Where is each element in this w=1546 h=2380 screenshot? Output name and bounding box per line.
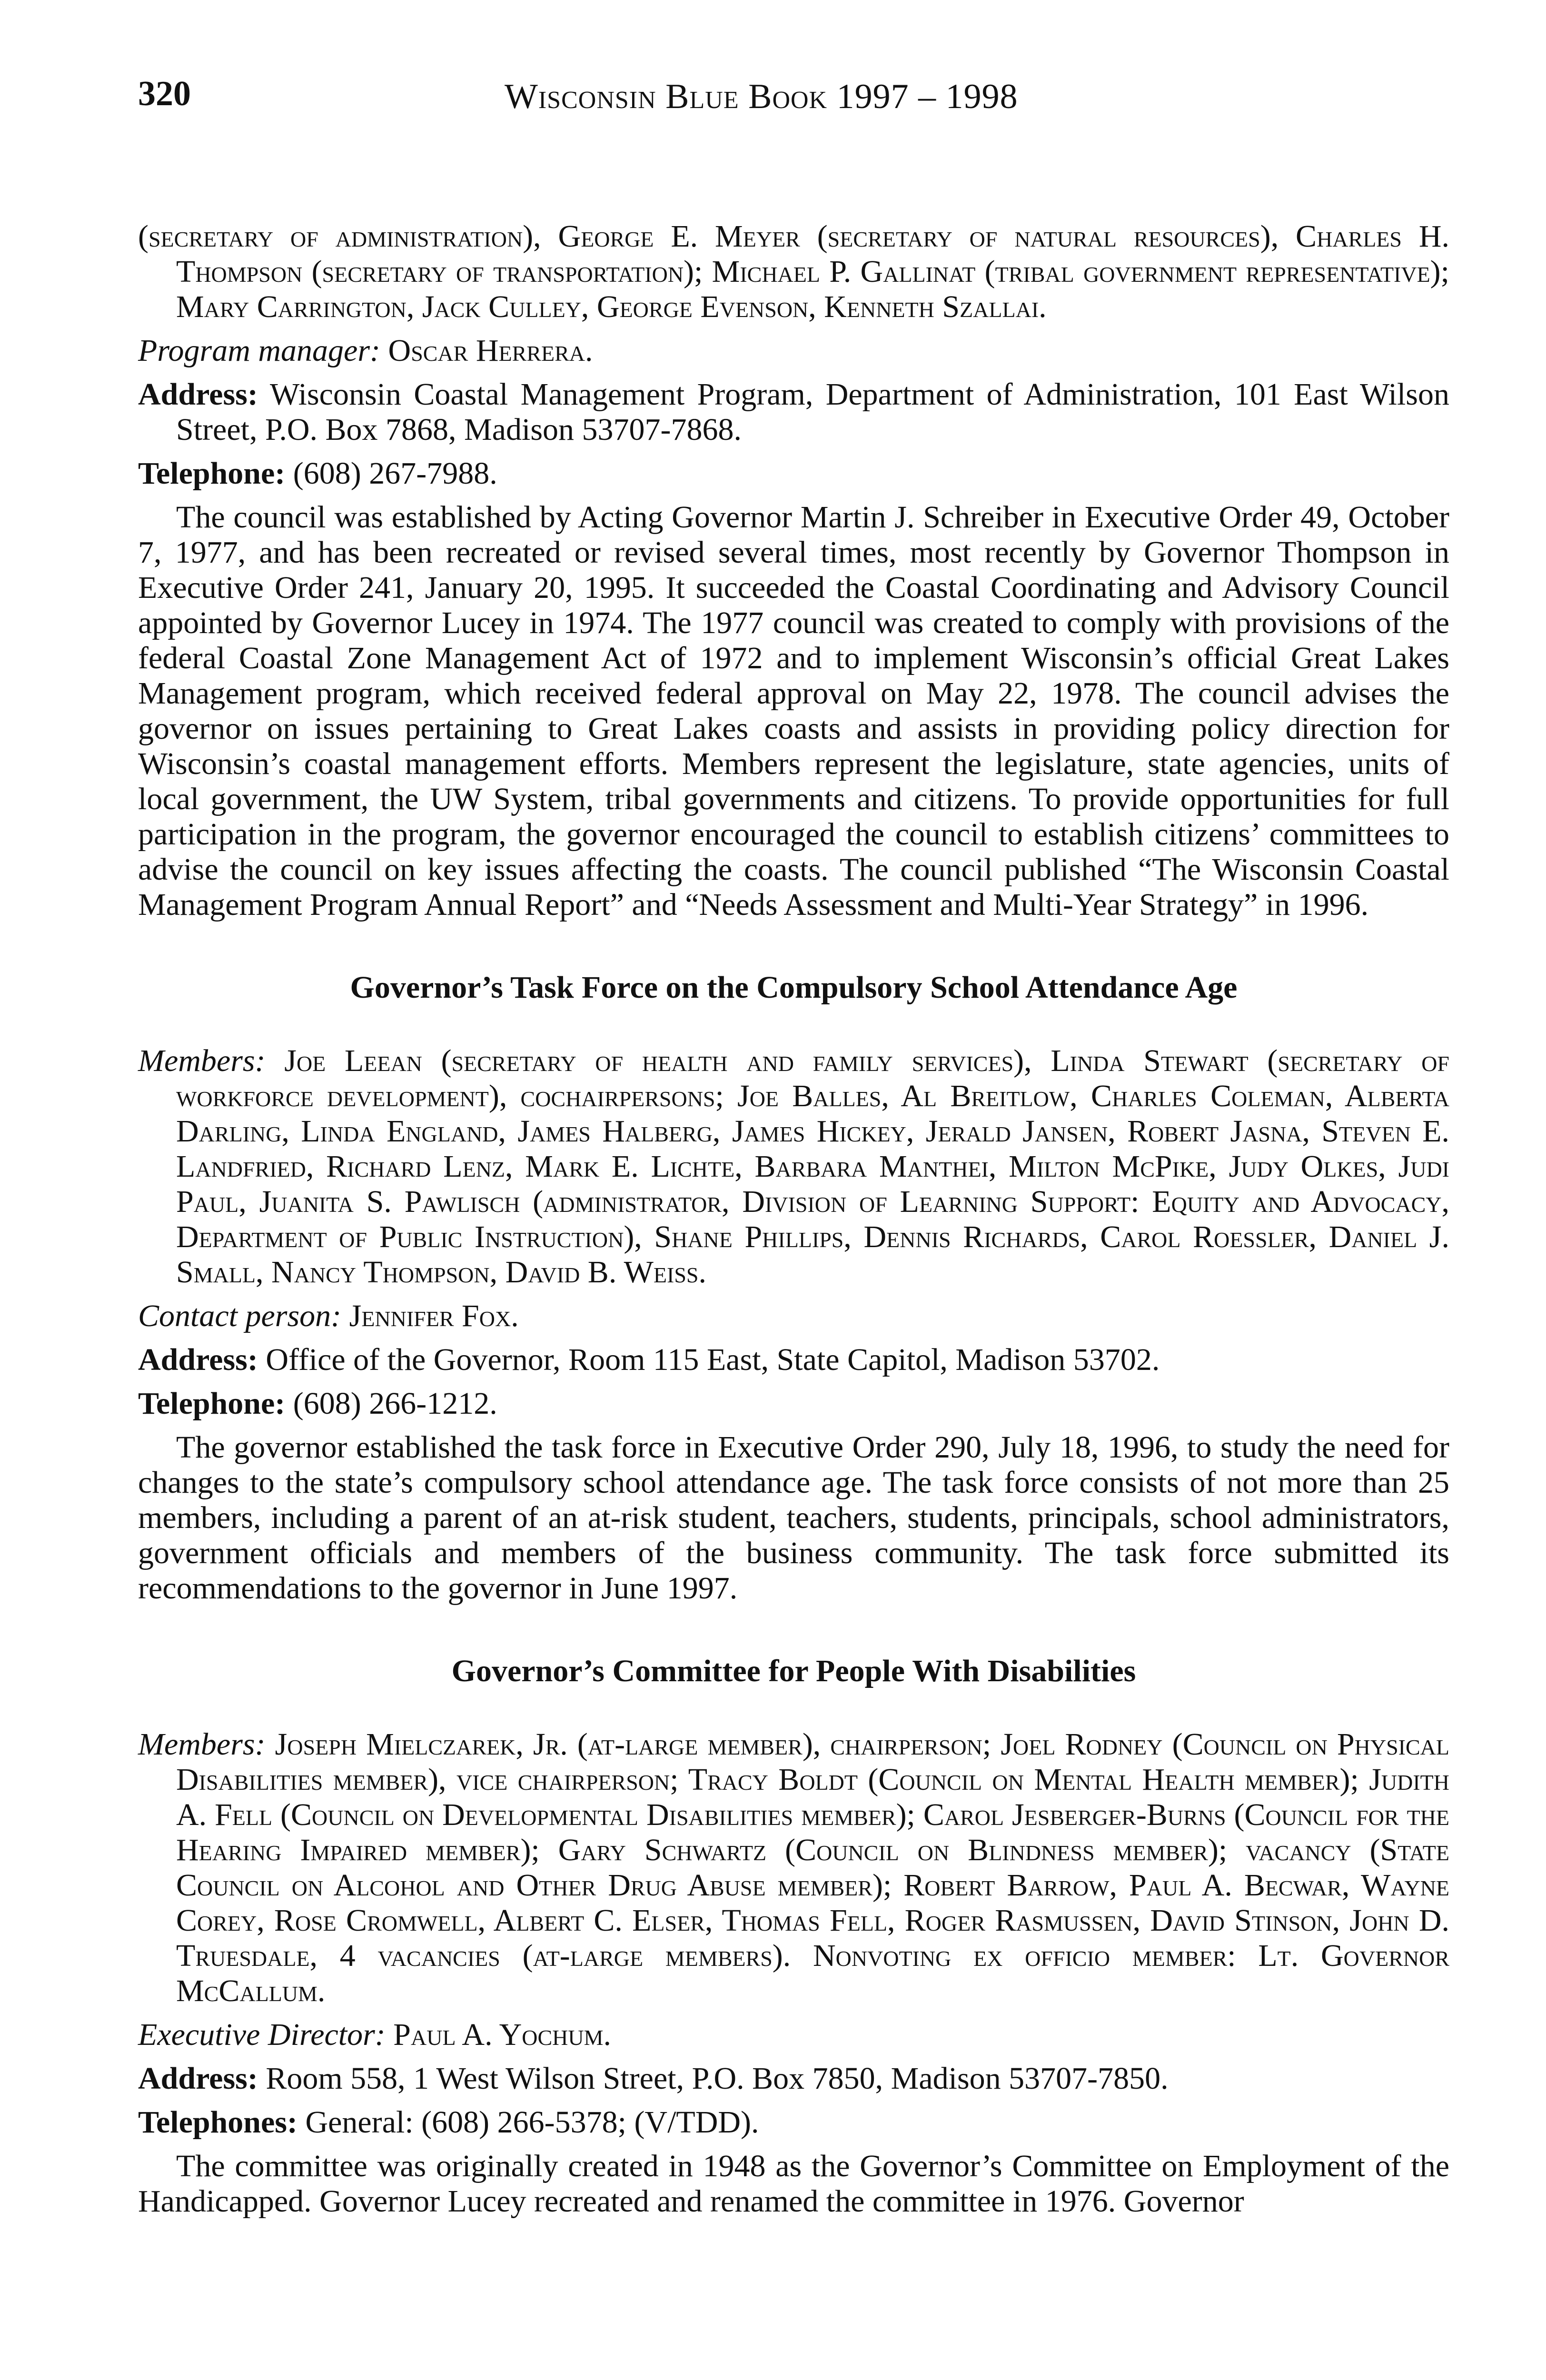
coastal-address: [138, 377, 1449, 447]
telephones-label: Telephones:: [138, 2105, 297, 2140]
page-number: 320: [138, 74, 191, 113]
task-force-contact: [138, 1299, 1449, 1334]
address-value: Wisconsin Coastal Management Program, Department of Administration, 101 East Wilson Street, P.O. Box 7868, Madison 53707-7868.: [176, 377, 1449, 447]
program-manager-label: Program manager:: [138, 333, 381, 368]
members-list: Joseph Mielczarek, Jr. (at-large member), chairperson; Joel Rodney (Council on Physical Disabilities member), vice chairperson; Tracy Boldt (Council on Mental Health member); Judith A. Fell (Council on Developmental Disabilities member); Carol Jesberger-Burns (Council for the Hearing Impaired member); Gary Schwartz (Council on Blindness member); vacancy (State Council on Alcohol and Other Drug Abuse member); Robert Barrow, Paul A. Becwar, Wayne Corey, Rose Cromwell, Albert C. Elser, Thomas Fell, Roger Rasmussen, David Stinson, John D. Truesdale, 4 vacancies (at-large members). Nonvoting ex officio member: Lt. Governor McCallum.: [176, 1727, 1450, 2008]
director-name: Paul A. Yochum.: [393, 2017, 612, 2052]
coastal-description: The council was established by Acting Governor Martin J. Schreiber in Executive Order 49, October 7, 1977, and has been recreated or revised several times, most recently by Governor Thompson in Executive Order 241, January 20, 1995. It succeeded the Coastal Coordinating and Advisory Council appointed by Governor Lucey in 1974. The 1977 council was created to comply with provisions of the federal Coastal Zone Management Act of 1972 and to implement Wisconsin’s official Great Lakes Management program, which received federal approval on May 22, 1978. The council advises the governor on issues pertaining to Great Lakes coasts and assists in providing policy direction for Wisconsin’s coastal management efforts. Members represent the legislature, state agencies, units of local government, the UW System, tribal governments and citizens. To provide opportunities for full participation in the program, the governor encouraged the council to establish citizens’ committees to advise the council on key issues affecting the coasts. The council published “The Wisconsin Coastal Management Program Annual Report” and “Needs Assessment and Multi-Year Strategy” in 1996.: [138, 500, 1449, 922]
members-list: Joe Leean (secretary of health and family services), Linda Stewart (secretary of workforce development), cochairpersons; Joe Balles, Al Breitlow, Charles Coleman, Alberta Darling, Linda England, James Halberg, James Hickey, Jerald Jansen, Robert Jasna, Steven E. Landfried, Richard Lenz, Mark E. Lichte, Barbara Manthei, Milton McPike, Judy Olkes, Judi Paul, Juanita S. Pawlisch (administrator, Division of Learning Support: Equity and Advocacy, Department of Public Instruction), Shane Phillips, Dennis Richards, Carol Roessler, Daniel J. Small, Nancy Thompson, David B. Weiss.: [176, 1043, 1450, 1289]
contact-label: Contact person:: [138, 1299, 342, 1333]
task-force-members: [138, 1043, 1449, 1290]
page-body: [138, 219, 1449, 2219]
task-force-telephone: [138, 1386, 1449, 1421]
task-force-description: The governor established the task force in Executive Order 290, July 18, 1996, to study the need for changes to the state’s compulsory school attendance age. The task force consists of not more than 25 members, including a parent of an at-risk student, teachers, students, principals, school administrators, government officials and members of the business community. The task force submitted its recommendations to the governor in June 1997.: [138, 1430, 1449, 1606]
disabilities-address: [138, 2061, 1449, 2096]
disabilities-telephones: [138, 2105, 1449, 2140]
contact-name: Jennifer Fox.: [349, 1299, 519, 1333]
coastal-members-continued: (secretary of administration), George E. Meyer (secretary of natural resources), Charles H. Thompson (secretary of transportation); Michael P. Gallinat (tribal government representative); Mary Carrington, Jack Culley, George Evenson, Kenneth Szallai.: [138, 219, 1449, 324]
disabilities-members: [138, 1727, 1449, 2009]
telephones-value: General: (608) 266-5378; (V/TDD).: [305, 2105, 759, 2140]
address-label: Address:: [138, 377, 258, 412]
task-force-address: [138, 1342, 1449, 1378]
address-value: Office of the Governor, Room 115 East, State Capitol, Madison 53702.: [266, 1342, 1160, 1377]
coastal-program-manager: [138, 333, 1449, 368]
members-label: Members:: [138, 1043, 266, 1078]
director-label: Executive Director:: [138, 2017, 386, 2052]
running-header: [138, 74, 1423, 126]
task-force-heading: Governor’s Task Force on the Compulsory School Attendance Age: [350, 970, 1238, 1005]
address-value: Room 558, 1 West Wilson Street, P.O. Box 7850, Madison 53707-7850.: [266, 2061, 1169, 2096]
coastal-telephone: [138, 456, 1449, 491]
members-label: Members:: [138, 1727, 266, 1762]
telephone-value: (608) 266-1212.: [293, 1386, 497, 1421]
disabilities-director: [138, 2017, 1449, 2053]
disabilities-heading: Governor’s Committee for People With Disabilities: [451, 1654, 1136, 1688]
telephone-label: Telephone:: [138, 456, 286, 491]
program-manager-name: Oscar Herrera.: [388, 333, 593, 368]
address-label: Address:: [138, 2061, 258, 2096]
address-label: Address:: [138, 1342, 258, 1377]
telephone-label: Telephone:: [138, 1386, 286, 1421]
disabilities-description: The committee was originally created in 1948 as the Governor’s Committee on Employment of the Handicapped. Governor Lucey recreated and renamed the committee in 1976. Governor: [138, 2149, 1449, 2219]
telephone-value: (608) 267-7988.: [293, 456, 497, 491]
book-title: Wisconsin Blue Book 1997 – 1998: [505, 77, 1018, 116]
